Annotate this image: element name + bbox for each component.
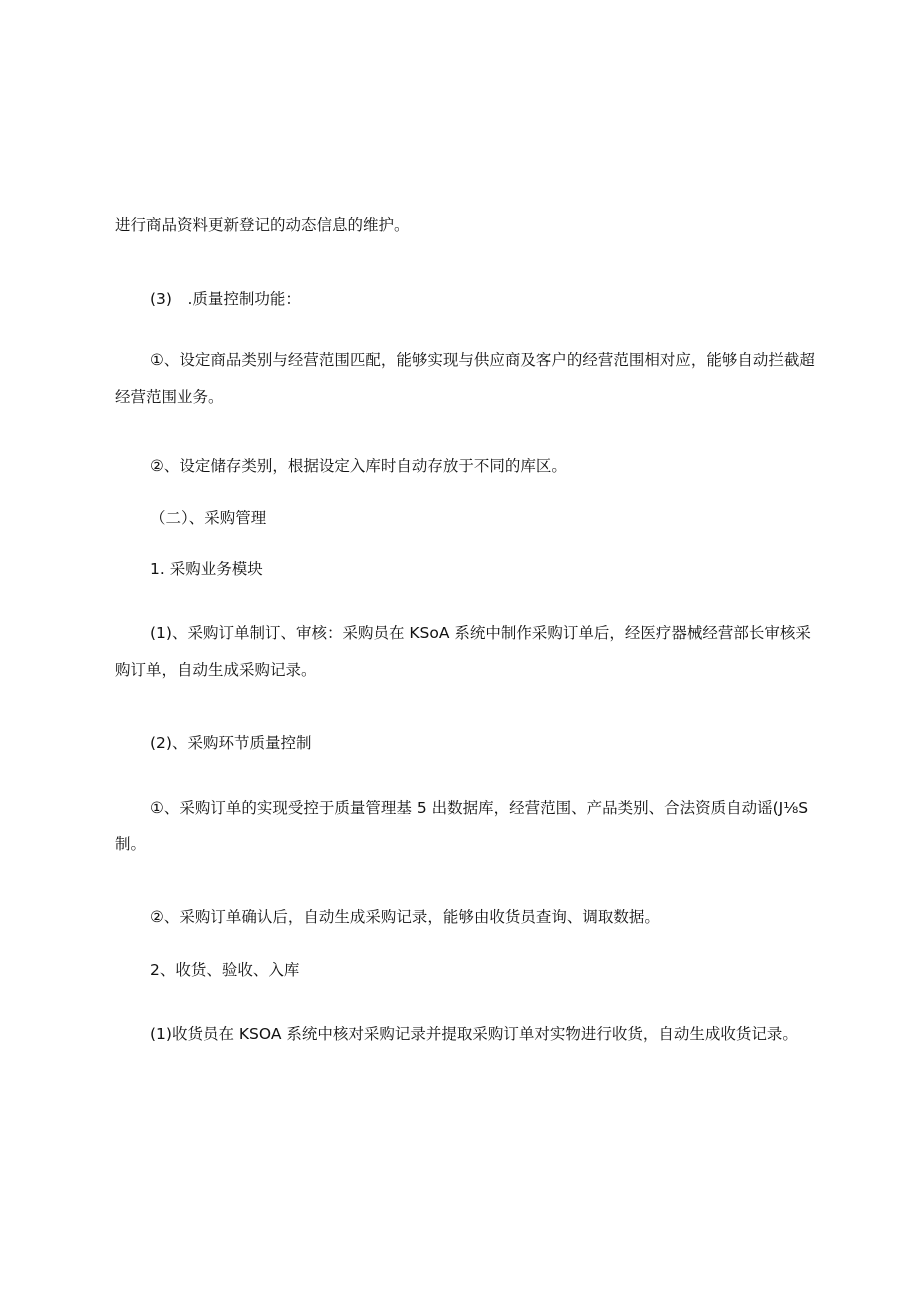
paragraph-line: 经营范围业务。 (115, 388, 224, 406)
paragraph-line: 制。 (115, 835, 147, 853)
paragraph-line: (1)、采购订单制订、审核：采购员在 KSoA 系统中制作采购订单后，经医疗器械经营部长审核采 (150, 624, 811, 642)
paragraph-line: ①、设定商品类别与经营范围匹配，能够实现与供应商及客户的经营范围相对应，能够自动拦截超 (150, 351, 815, 369)
paragraph-line: ②、设定储存类别，根据设定入库时自动存放于不同的库区。 (150, 457, 567, 475)
paragraph-line: 购订单，自动生成采购记录。 (115, 661, 317, 679)
section-heading: 1. 采购业务模块 (150, 560, 263, 578)
section-heading: (2)、采购环节质量控制 (150, 734, 312, 752)
section-heading: （二）、采购管理 (150, 509, 267, 527)
paragraph-line: ②、采购订单确认后，自动生成采购记录，能够由收货员查询、调取数据。 (150, 908, 660, 926)
section-heading: 2、收货、验收、入库 (150, 961, 300, 979)
paragraph-line: ①、采购订单的实现受控于质量管理基 5 出数据库，经营范围、产品类别、合法资质自动谣(J⅛S (150, 799, 809, 817)
paragraph-line: (1)收货员在 KSOA 系统中核对采购记录并提取采购订单对实物进行收货，自动生成收货记录。 (150, 1025, 798, 1043)
section-heading: (3) .质量控制功能： (150, 290, 301, 308)
paragraph-line: 进行商品资料更新登记的动态信息的维护。 (115, 216, 410, 234)
